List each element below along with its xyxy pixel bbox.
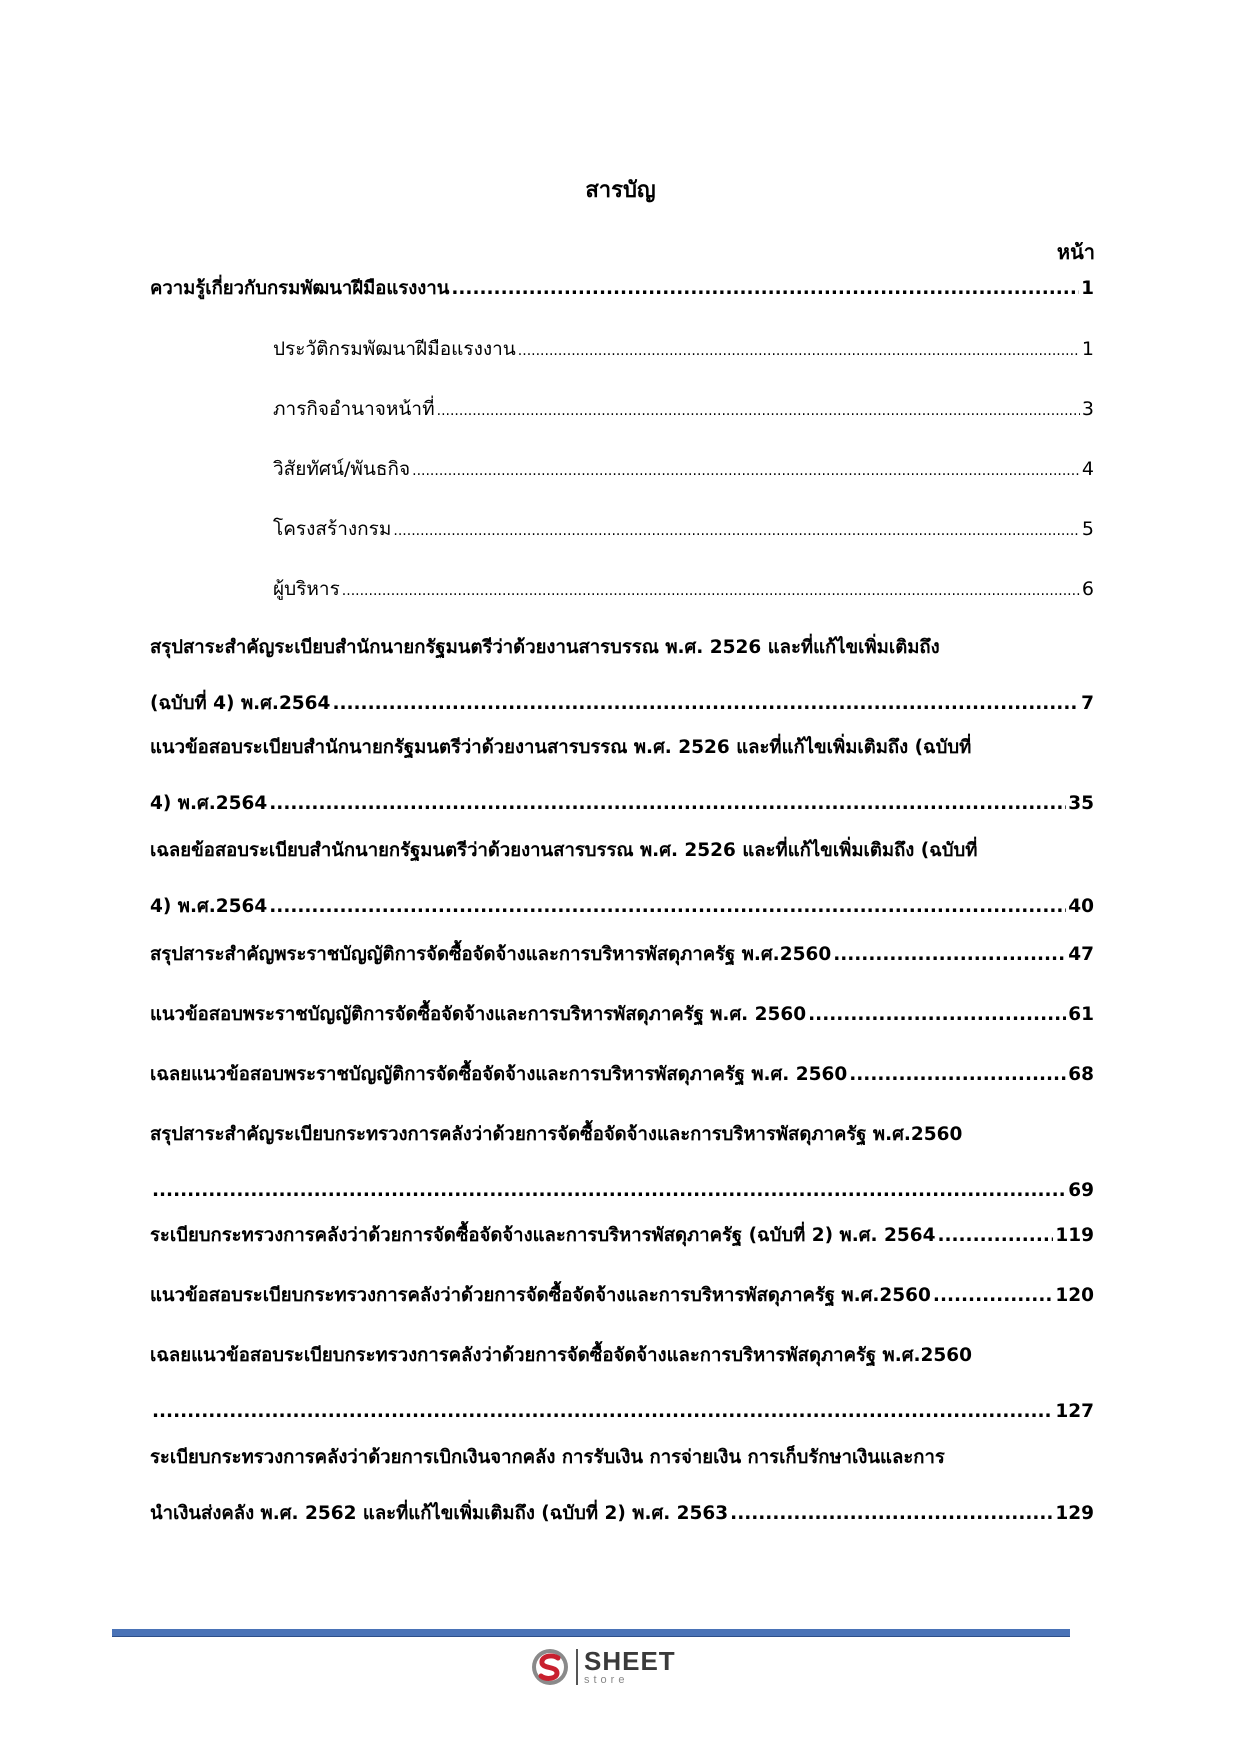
toc-entry [150,269,1094,309]
toc-entry-line [150,784,1094,824]
toc-entry-line [150,887,1094,927]
toc-subentry [273,329,1094,369]
toc-entry-line [150,1216,1094,1256]
toc-entry-title: แนวข้อสอบระเบียบสำนักนายกรัฐมนตรีว่าด้วยงานสารบรรณ พ.ศ. 2526 และที่แก้ไขเพิ่มเติมถึง (ฉบับที่ [150,737,972,758]
toc-page-number: 1 [1081,278,1094,299]
toc-leader-dots [730,1494,1053,1534]
toc-entry [150,1055,1094,1095]
toc-entry [150,728,1094,824]
toc-leader-dots [933,1276,1053,1316]
toc-entry-line [150,684,1094,724]
toc-leader-dots [332,684,1079,724]
toc-leader-dots [269,784,1066,824]
toc-entry-line [150,728,1094,768]
toc-entry-title: สรุปสาระสำคัญระเบียบกระทรวงการคลังว่าด้วยการจัดซื้อจัดจ้างและการบริหารพัสดุภาครัฐ พ.ศ.2560 [150,1124,963,1145]
toc-entry-title: โครงสร้างกรม [273,518,392,540]
toc-entry-line [273,389,1094,429]
logo-wordmark: SHEET [584,1646,676,1676]
toc-entry-line [273,569,1094,609]
toc-entry-title: แนวข้อสอบระเบียบกระทรวงการคลังว่าด้วยการจัดซื้อจัดจ้างและการบริหารพัสดุภาครัฐ พ.ศ.2560 [150,1285,931,1306]
toc-entry-title: ระเบียบกระทรวงการคลังว่าด้วยการจัดซื้อจัดจ้างและการบริหารพัสดุภาครัฐ (ฉบับที่ 2) พ.ศ. 2564 [150,1225,936,1246]
logo-subtext: store [584,1674,629,1686]
sheet-store-s-icon [530,1647,570,1687]
toc-subentry [273,389,1094,429]
sheet-store-logo [530,1645,676,1689]
toc-entry-line [150,1392,1094,1432]
toc-entry-title: ประวัติกรมพัฒนาฝีมือแรงงาน [273,338,516,360]
toc-entry [150,995,1094,1035]
toc-leader-dots [437,389,1080,431]
toc-entry [150,1216,1094,1256]
toc-leader-dots [808,995,1066,1035]
toc-entry-title: ความรู้เกี่ยวกับกรมพัฒนาฝีมือแรงงาน [150,278,450,299]
toc-entry-title: สรุปสาระสำคัญพระราชบัญญัติการจัดซื้อจัดจ้างและการบริหารพัสดุภาครัฐ พ.ศ.2560 [150,944,832,965]
toc-page-number: 129 [1055,1503,1094,1524]
toc-entry [150,935,1094,975]
toc-entry-title: ระเบียบกระทรวงการคลังว่าด้วยการเบิกเงินจากคลัง การรับเงิน การจ่ายเงิน การเก็บรักษาเงินและการ [150,1447,945,1468]
toc-entry-line [273,449,1094,489]
toc-entry-title: เฉลยแนวข้อสอบพระราชบัญญัติการจัดซื้อจัดจ้างและการบริหารพัสดุภาครัฐ พ.ศ. 2560 [150,1064,848,1085]
toc-page-number: 3 [1081,398,1094,420]
page-column-label: หน้า [1056,240,1095,264]
toc-entry [150,1276,1094,1316]
toc-page-number: 35 [1068,793,1094,814]
toc-leader-dots [451,269,1079,309]
toc-page-number: 47 [1068,944,1094,965]
toc-page-number: 6 [1081,578,1094,600]
toc-page-number: 127 [1055,1401,1094,1422]
toc-page-number: 68 [1068,1064,1094,1085]
toc-entry-line [150,831,1094,871]
toc-entry-title: เฉลยแนวข้อสอบระเบียบกระทรวงการคลังว่าด้วยการจัดซื้อจัดจ้างและการบริหารพัสดุภาครัฐ พ.ศ.2560 [150,1345,973,1366]
toc-entry-line [150,1336,1094,1376]
toc-entry-line [150,1115,1094,1155]
toc-page-number: 4 [1081,458,1094,480]
toc-page-number: 69 [1068,1180,1094,1201]
page-title: สารบัญ [585,178,656,203]
toc-entry-line [273,509,1094,549]
toc-entry [150,1438,1094,1534]
toc-entry [150,831,1094,927]
toc-subentry [273,449,1094,489]
toc-page-number: 119 [1055,1225,1094,1246]
toc-page-number: 40 [1068,896,1094,917]
toc-entry-line [150,995,1094,1035]
toc-entry-line [150,1438,1094,1478]
toc-subentry [273,509,1094,549]
toc-entry-title: ภารกิจอำนาจหน้าที่ [273,398,435,420]
toc-leader-dots [518,329,1080,371]
logo-separator [576,1649,578,1685]
toc-entry-title: แนวข้อสอบพระราชบัญญัติการจัดซื้อจัดจ้างและการบริหารพัสดุภาครัฐ พ.ศ. 2560 [150,1004,807,1025]
toc-leader-dots [342,569,1080,611]
toc-leader-dots [269,887,1066,927]
toc-entry-line [273,329,1094,369]
toc-entry [150,1115,1094,1211]
toc-leader-dots [152,1392,1053,1432]
toc-entry-title: เฉลยข้อสอบระเบียบสำนักนายกรัฐมนตรีว่าด้วยงานสารบรรณ พ.ศ. 2526 และที่แก้ไขเพิ่มเติมถึง (ฉบับที่ [150,840,978,861]
toc-page-number: 7 [1081,693,1094,714]
toc-entry-title: (ฉบับที่ 4) พ.ศ.2564 [150,693,331,714]
toc-entry-line [150,935,1094,975]
toc-entry-title: วิสัยทัศน์/พันธกิจ [273,458,411,480]
toc-entry-title: 4) พ.ศ.2564 [150,896,268,917]
footer-rule [112,1629,1070,1637]
toc-leader-dots [833,935,1066,975]
toc-entry-line [150,628,1094,668]
toc-entry-line [150,269,1094,309]
toc-entry [150,628,1094,724]
toc-entry-line [150,1276,1094,1316]
toc-page-number: 1 [1081,338,1094,360]
toc-entry-title: สรุปสาระสำคัญระเบียบสำนักนายกรัฐมนตรีว่าด้วยงานสารบรรณ พ.ศ. 2526 และที่แก้ไขเพิ่มเติมถึง [150,637,940,658]
toc-leader-dots [412,449,1080,491]
toc-page-number: 61 [1068,1004,1094,1025]
toc-leader-dots [849,1055,1066,1095]
toc-subentry [273,569,1094,609]
toc-entry-line [150,1055,1094,1095]
toc-entry [150,1336,1094,1432]
toc-page-number: 5 [1081,518,1094,540]
toc-page-number: 120 [1055,1285,1094,1306]
toc-entry-line [150,1171,1094,1211]
toc-entry-title: ผู้บริหาร [273,578,340,600]
toc-leader-dots [393,509,1080,551]
toc-entry-line [150,1494,1094,1534]
toc-entry-title: นำเงินส่งคลัง พ.ศ. 2562 และที่แก้ไขเพิ่มเติมถึง (ฉบับที่ 2) พ.ศ. 2563 [150,1503,729,1524]
toc-leader-dots [937,1216,1053,1256]
toc-leader-dots [152,1171,1066,1211]
toc-entry-title: 4) พ.ศ.2564 [150,793,268,814]
